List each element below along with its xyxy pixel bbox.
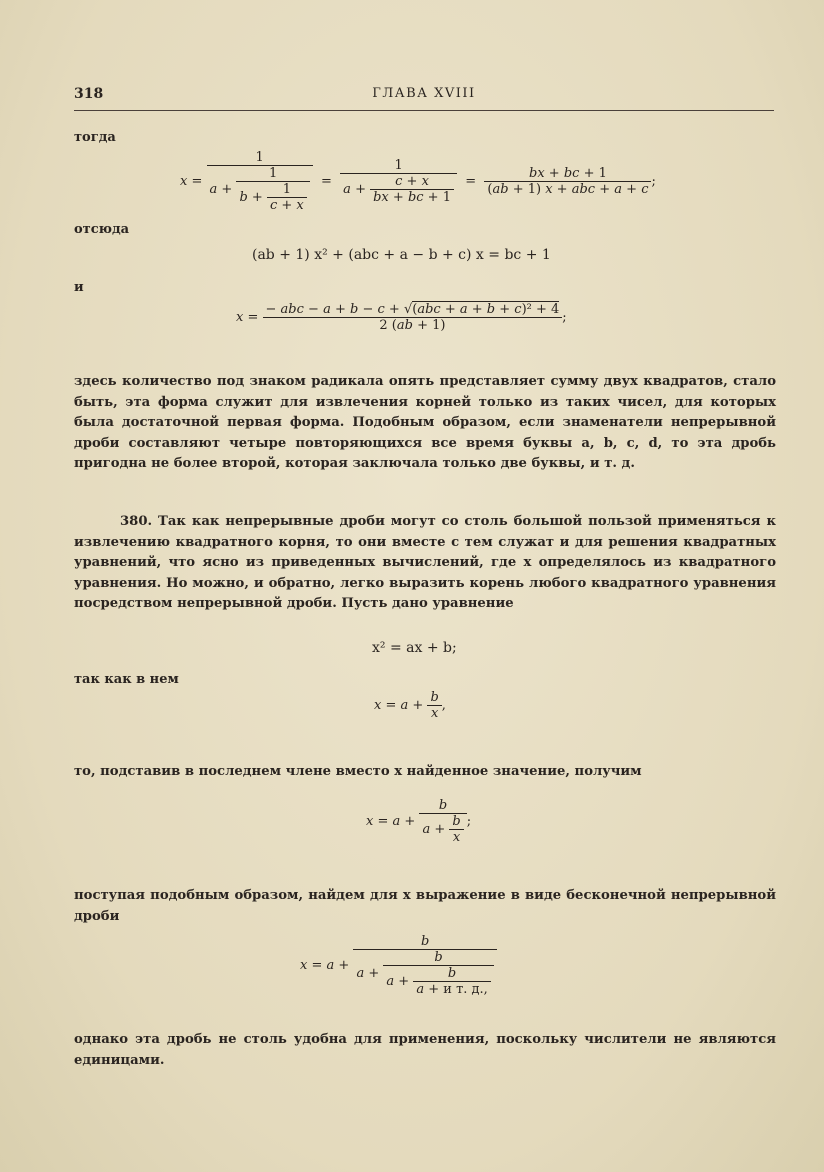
header-rule: [74, 110, 774, 111]
formula-substituted: x = a + b a + $\frac{b}{x}$ ;: [366, 798, 472, 845]
formula-root: x = $\frac{\text{− abc − a + b − c + √(abc + a + b + c)² + 4}}{2 (ab + 1)}$ ;: [236, 302, 567, 333]
word-i: и: [74, 280, 84, 295]
paragraph-closing: однако эта дробь не столь удобна для применения, поскольку числители не являются единицами.: [74, 1032, 776, 1068]
paragraph-infinite: поступая подобным образом, найдем для x выражение в виде бесконечной непрерывной дроби: [74, 888, 776, 924]
formula-continued-fraction-1: x = 1 a + 1 b + $\frac{1}{c + x}$ = 1 a + $\frac{c + x}{bx + bc + 1}$ = $\frac{bx + bc + 1}{\text{(ab + 1) x + abc + a + c}}$ ;: [180, 150, 656, 213]
formula-quadratic: (ab + 1) x² + (abc + a − b + c) x = bc + 1: [252, 247, 551, 263]
word-otsyuda: отсюда: [74, 222, 130, 237]
word-tak-kak: так как в нем: [74, 672, 179, 687]
page-number: 318: [74, 86, 104, 102]
word-togda: тогда: [74, 130, 116, 145]
formula-infinite-fraction: x = a + b a + b a + $\frac{b}{\text{a + и т. д.,}}$: [300, 934, 497, 997]
chapter-title: ГЛАВА XVIII: [372, 86, 476, 101]
paragraph-380: 380. Так как непрерывные дроби могут со столь большой пользой применяться к извлечению квадратного корня, то они вместе с тем служат и для решения квадратных уравнений, что ясно из приведенных вычислений, где x определялось из квадратного уравнения. Но можно, и обратно, легко выразить корень любого квадратного уравнения посредством непрерывной дроби. Пусть дано уравнение: [74, 514, 776, 612]
formula-x-a-b-over-x: x = a + $\frac{b}{x}$ ,: [374, 690, 446, 721]
page-header: [74, 86, 774, 106]
paragraph-radical: здесь количество под знаком радикала опять представляет сумму двух квадратов, стало быть, эта форма служит для извлечения корней только из таких чисел, для которых была достаточной первая форма. Подобным образом, если знаменатели непрерывной дроби составляют четыре повторяющихся все время буквы a, b, c, d, то эта дробь пригодна не более второй, которая заключала только две буквы, и т. д.: [74, 374, 776, 472]
paragraph-substitute: то, подставив в последнем члене вместо x найденное значение, получим: [74, 764, 642, 779]
formula-equation: x² = ax + b;: [372, 640, 457, 656]
formula-tail: и т. д.,: [443, 982, 488, 997]
